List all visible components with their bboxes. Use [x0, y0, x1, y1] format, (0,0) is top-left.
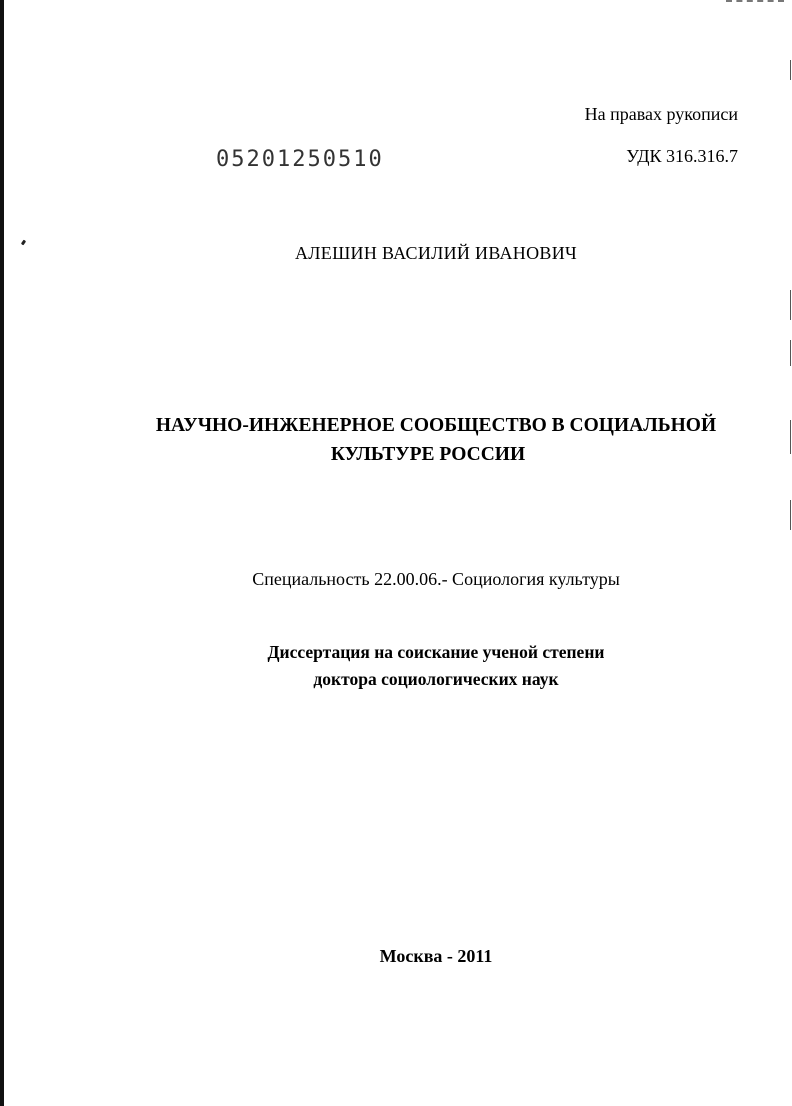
- scan-right-mark: [790, 500, 791, 530]
- scan-right-mark: [790, 340, 791, 366]
- speciality: Специальность 22.00.06.- Социология культуры: [252, 569, 620, 589]
- degree-line-1: Диссертация на соискание ученой степени: [267, 642, 605, 662]
- title-line-1: НАУЧНО-ИНЖЕНЕРНОЕ СООБЩЕСТВО В СОЦИАЛЬНОЙ: [155, 415, 717, 436]
- place-and-year: Москва - 2011: [379, 946, 493, 966]
- dissertation-title: [40, 411, 792, 469]
- scan-left-edge: [0, 0, 4, 1106]
- scan-top-dashes: [726, 0, 784, 4]
- manuscript-note: На правах рукописи: [584, 104, 738, 124]
- scan-speck: [21, 240, 26, 246]
- author-name: АЛЕШИН ВАСИЛИЙ ИВАНОВИЧ: [294, 243, 577, 263]
- archive-stamp-number: 05201250510: [216, 147, 384, 172]
- udk-code: УДК 316.316.7: [626, 146, 738, 166]
- degree-statement: [40, 639, 792, 693]
- scan-right-mark: [790, 290, 791, 320]
- title-line-2: КУЛЬТУРЕ РОССИИ: [330, 444, 526, 465]
- scan-right-mark: [790, 60, 791, 80]
- degree-line-2: доктора социологических наук: [313, 669, 559, 689]
